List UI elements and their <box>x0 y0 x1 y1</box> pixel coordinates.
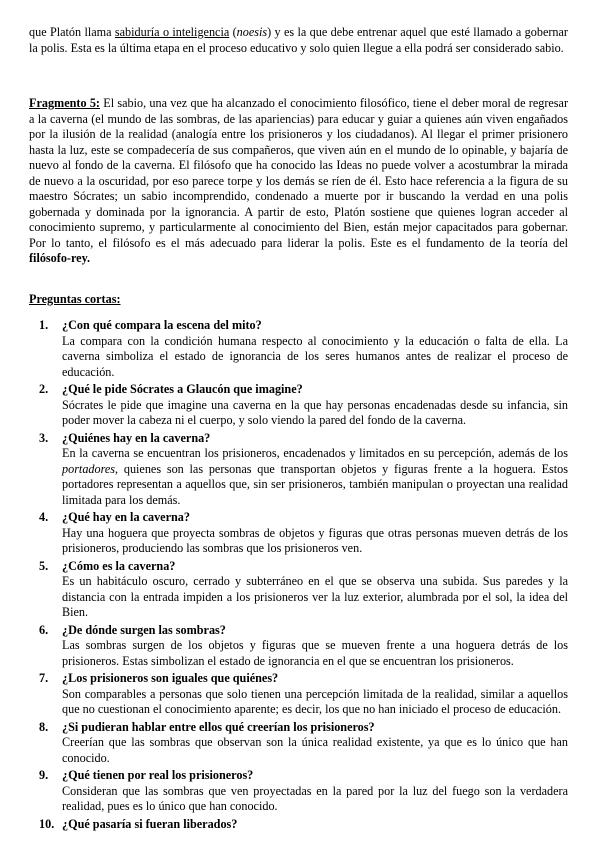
answer-text: Son comparables a personas que solo tienen una percepción limitada de la realidad, similar a aquellos que no cuestionan el conocimiento aparente; es decir, los que no han iniciado el proceso de educación. <box>62 686 568 716</box>
question-number: 10. <box>39 816 55 831</box>
answer-text: Consideran que las sombras que ven proyectadas en la pared por la luz del fuego son la verdadera realidad, pues es lo único que han conocido. <box>62 783 568 813</box>
question-text: ¿Quiénes hay en la caverna? <box>62 430 211 445</box>
answer-text: Es un habitáculo oscuro, cerrado y subterráneo en el que se observa una subida. Sus paredes y la distancia con la entrada impiden a los prisioneros ver la luz exterior, alumbrada por el sol, la idea del Bien. <box>62 574 568 619</box>
question-item-1 <box>29 318 568 380</box>
question-item-4 <box>29 510 568 557</box>
answer-text: La compara con la condición humana respecto al conocimiento y la educación o falta de ella. La caverna simboliza el estado de ignorancia de los seres humanos antes de realizar el proceso de educación. <box>62 333 568 379</box>
question-item-7 <box>29 671 568 718</box>
question-item-10 <box>29 817 568 833</box>
intro-text-3: ) y es la que debe entrenar aquel que esté llamado a gobernar la polis. Esta es la última etapa en el proceso educativo y solo quien llegue a ella podrá ser considerado sabio. <box>29 25 568 55</box>
answer-text-part-1: En la caverna se encuentran los prisioneros, encadenados y limitados en su percepción, además de los <box>62 446 568 460</box>
question-text: ¿Cómo es la caverna? <box>62 558 176 573</box>
intro-paragraph <box>29 25 568 56</box>
answer-italic-term: portadores <box>62 461 116 476</box>
question-text: ¿Qué pasaría si fueran liberados? <box>62 816 238 831</box>
question-item-9 <box>29 768 568 815</box>
answer-text: Hay una hoguera que proyecta sombras de objetos y figuras que otras personas mueven detrás de los prisioneros, produciendo las sombras que los prisioneros ven. <box>62 525 568 555</box>
intro-text-2: ( <box>229 25 237 39</box>
answer-text: Sócrates le pide que imagine una caverna en la que hay personas encadenadas desde su infancia, sin poder mover la cabeza ni el cuerpo, y solo viendo la pared del fondo de la caverna. <box>62 397 568 427</box>
answer-text <box>62 446 568 508</box>
fragment-5-label: Fragmento 5: <box>29 96 100 110</box>
intro-text-1: que Platón llama <box>29 25 115 39</box>
fragment-5-text: El sabio, una vez que ha alcanzado el conocimiento filosófico, tiene el deber moral de regresar a la caverna (el mundo de las sombras, de las apariencias) para educar y guiar a quienes aún viven engañados por la ilusión de la realidad (analogía entre los prisioneros y los ciudadanos). Al llegar el primer prisionero hasta la luz, este se compadecería de sus compañeros, que viven aún en el mundo de lo opinable, y bajaría de nuevo al fondo de la caverna. El filósofo que ha conocido las Ideas no puede volver a acostumbrar la mirada de nuevo a la oscuridad, por eso parece torpe y los demás se ríen de él. Esto hace referencia a la figura de su maestro Sócrates; un sabio incomprendido, condenado a muerte por ir buscando la verdad en una polis gobernada y dominada por la ignorancia. A partir de esto, Platón sostiene que quienes logran acceder al conocimiento supremo, y particularmente al conocimiento del Bien, están mejor capacitados para gobernar. Por lo tanto, el filósofo es el más adecuado para liderar la polis. Este es el fundamento de la teoría del <box>29 96 568 250</box>
questions-list <box>29 318 568 834</box>
question-text: ¿Qué tienen por real los prisioneros? <box>62 768 254 782</box>
questions-heading: Preguntas cortas: <box>29 292 121 306</box>
question-item-2 <box>29 382 568 429</box>
question-number: 7. <box>39 671 49 685</box>
question-number: 6. <box>39 622 49 637</box>
answer-text: Creerían que las sombras que observan son la única realidad existente, ya que es lo único que han conocido. <box>62 735 568 765</box>
question-number: 8. <box>39 719 49 734</box>
question-number: 3. <box>39 430 49 445</box>
question-text: ¿Qué hay en la caverna? <box>62 510 190 524</box>
question-text: ¿Qué le pide Sócrates a Glaucón que imagine? <box>62 382 303 396</box>
question-item-6 <box>29 623 568 670</box>
question-text: ¿De dónde surgen las sombras? <box>62 622 226 637</box>
fragment-5-paragraph <box>29 96 568 267</box>
question-text: ¿Los prisioneros son iguales que quiénes? <box>62 671 279 685</box>
question-text: ¿Con qué compara la escena del mito? <box>62 318 262 332</box>
answer-text: Las sombras surgen de los objetos y figuras que se mueven frente a una hoguera detrás de los prisioneros. Estas simbolizan el estado de ignorancia en el que se encuentran los prisioneros. <box>62 638 568 668</box>
question-text: ¿Si pudieran hablar entre ellos qué creerían los prisioneros? <box>62 719 375 734</box>
intro-italic-term: noesis <box>236 25 268 39</box>
question-item-3 <box>29 431 568 509</box>
fragment-5-bold-term: filósofo-rey. <box>29 251 91 265</box>
intro-underlined-term: sabiduría o inteligencia <box>114 25 230 39</box>
answer-text-part-2: , quienes son las personas que transportan objetos y figuras frente a la hoguera. Estos portadores representan a aquellos que, sin ser prisioneros, también manipulan o proyectan una realidad limitada para los demás. <box>62 461 568 507</box>
question-number: 2. <box>39 382 49 396</box>
question-number: 1. <box>39 318 49 332</box>
question-number: 9. <box>39 768 49 782</box>
question-number: 4. <box>39 510 49 524</box>
question-item-5 <box>29 559 568 621</box>
question-number: 5. <box>39 558 49 573</box>
question-item-8 <box>29 720 568 767</box>
